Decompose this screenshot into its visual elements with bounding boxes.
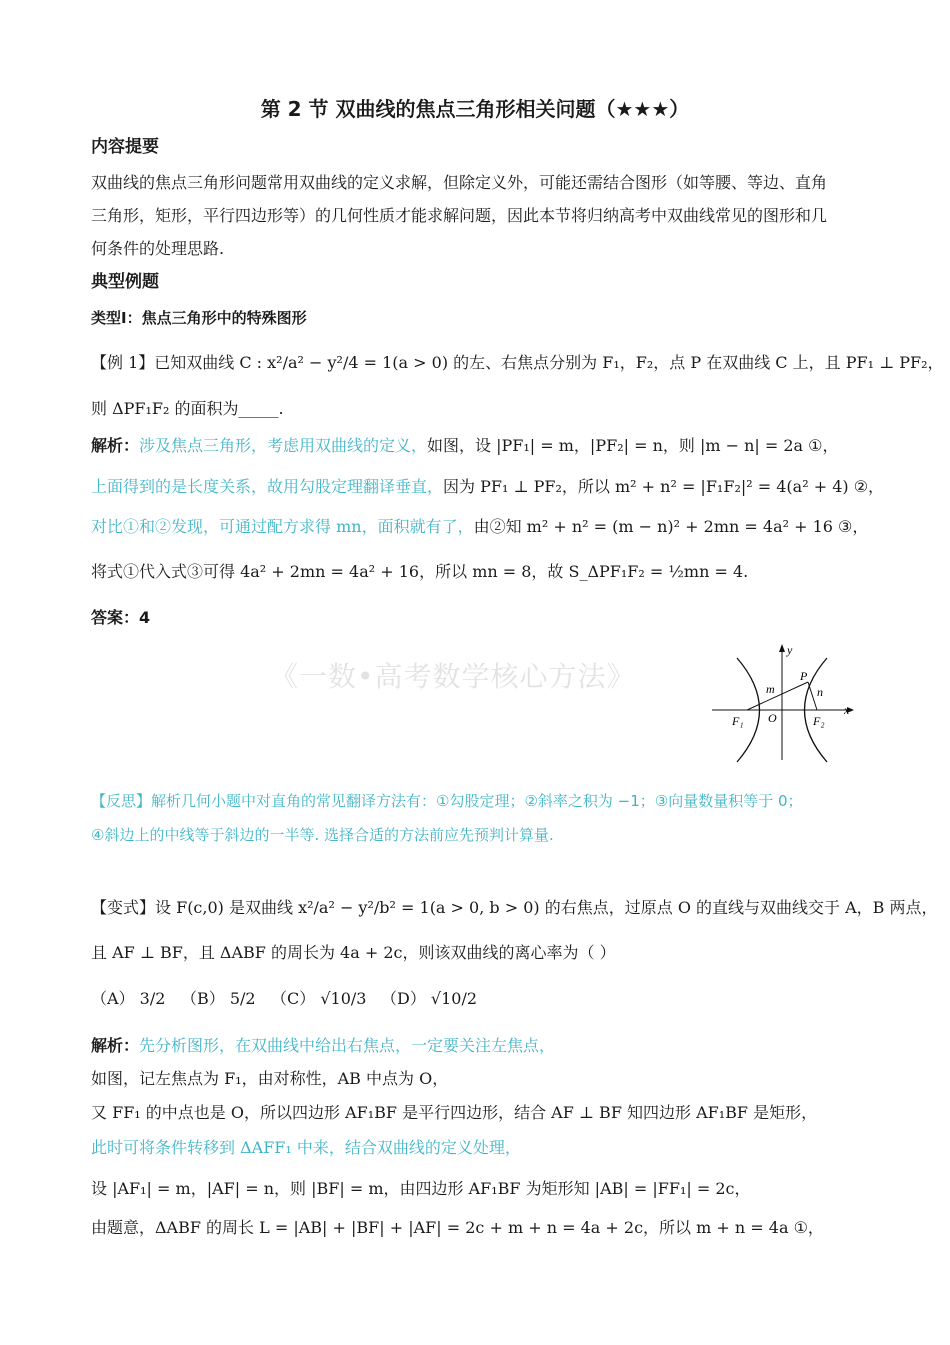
y-axis-arrow [779,644,785,652]
segment-pf2 [808,682,817,710]
variant-line-2: 且 AF ⊥ BF，且 ΔABF 的周长为 4a + 2c，则该双曲线的离心率为（ ） [91,943,616,962]
label-f2: F₂ [813,714,825,728]
example1-line-2: 则 ΔPF₁F₂ 的面积为_____. [91,399,284,418]
example1-solution-1 [91,435,839,457]
label-x: x [844,703,850,717]
variant-solution-4: 此时可将条件转移到 ΔAFF₁ 中来，结合双曲线的定义处理， [91,1138,521,1157]
summary-line-3: 何条件的处理思路. [91,239,225,258]
solution-text: 如图，设 |PF₁| = m，|PF₂| = n，则 |m − n| = 2a ①， [427,436,839,455]
label-y: y [787,643,793,657]
label-m: m [766,682,775,696]
solution-label: 解析： [91,436,140,455]
variant-solution-3: 又 FF₁ 的中点也是 O，所以四边形 AF₁BF 是平行四边形，结合 AF ⊥ BF 知四边形 AF₁BF 是矩形， [91,1103,818,1122]
examples-heading: 典型例题 [91,272,159,292]
example1-line-1: 【例 1】已知双曲线 C : x²/a² − y²/4 = 1(a > 0) 的左、右焦点分别为 F₁，F₂，点 P 在双曲线 C 上，且 PF₁ ⊥ PF₂， [91,353,944,372]
example1-answer: 答案：4 [91,608,151,627]
solution-label: 解析： [91,1036,140,1055]
segment-pf1 [747,682,808,710]
option-b: （B） 5/2 [181,989,256,1008]
page-title: 第 2 节 双曲线的焦点三角形相关问题（★★★） [260,97,690,121]
option-a: （A） 3/2 [91,989,166,1008]
option-c: （C） √10/3 [271,989,367,1008]
reflection-line-1: 【反思】解析几何小题中对直角的常见翻译方法有：①勾股定理；②斜率之积为 −1；③向量数量积等于 0； [91,792,803,810]
variant-solution-6: 由题意，ΔABF 的周长 L = |AB| + |BF| + |AF| = 2c + m + n = 4a + 2c，所以 m + n = 4a ①， [91,1218,824,1237]
summary-line-2: 三角形，矩形，平行四边形等）的几何性质才能求解问题，因此本节将归纳高考中双曲线常见的图形和几 [91,206,828,225]
solution-hint: 先分析图形，在双曲线中给出右焦点，一定要关注左焦点， [139,1036,556,1055]
example1-solution-2 [91,476,884,498]
summary-line-1: 双曲线的焦点三角形问题常用双曲线的定义求解，但除定义外，可能还需结合图形（如等腰、等边、直角 [91,173,828,192]
solution-hint: 上面得到的是长度关系，故用勾股定理翻译垂直， [91,477,444,496]
label-f1: F₁ [732,714,744,728]
watermark: 《一数•高考数学核心方法》 [270,660,636,693]
reflection-line-2: ④斜边上的中线等于斜边的一半等. 选择合适的方法前应先预判计算量. [91,826,554,844]
hyperbola-figure [712,640,862,765]
variant-solution-5: 设 |AF₁| = m，|AF| = n，则 |BF| = m，由四边形 AF₁BF 为矩形知 |AB| = |FF₁| = 2c， [91,1179,751,1198]
solution-text: 由②知 m² + n² = (m − n)² + 2mn = 4a² + 16 ③， [473,517,869,536]
variant-solution-1 [91,1035,555,1057]
type-heading: 类型Ⅰ：焦点三角形中的特殊图形 [91,309,307,327]
solution-text: 因为 PF₁ ⊥ PF₂，所以 m² + n² = |F₁F₂|² = 4(a² + 4) ②， [443,477,885,496]
label-p: P [800,669,808,683]
solution-hint: 涉及焦点三角形，考虑用双曲线的定义， [139,436,428,455]
solution-hint: 对比①和②发现，可通过配方求得 mn，面积就有了， [91,517,474,536]
example1-solution-3 [91,516,868,538]
option-d: （D） √10/2 [381,989,478,1008]
variant-options [91,988,491,1010]
label-n: n [817,685,823,699]
label-o: O [768,711,777,725]
variant-solution-2: 如图，记左焦点为 F₁，由对称性，AB 中点为 O， [91,1069,449,1088]
variant-line-1: 【变式】设 F(c,0) 是双曲线 x²/a² − y²/b² = 1(a > 0, b > 0) 的右焦点，过原点 O 的直线与双曲线交于 A，B 两点， [91,898,938,917]
example1-solution-4: 将式①代入式③可得 4a² + 2mn = 4a² + 16，所以 mn = 8，故 S_ΔPF₁F₂ = ½mn = 4. [91,562,749,581]
summary-heading: 内容提要 [91,137,159,157]
